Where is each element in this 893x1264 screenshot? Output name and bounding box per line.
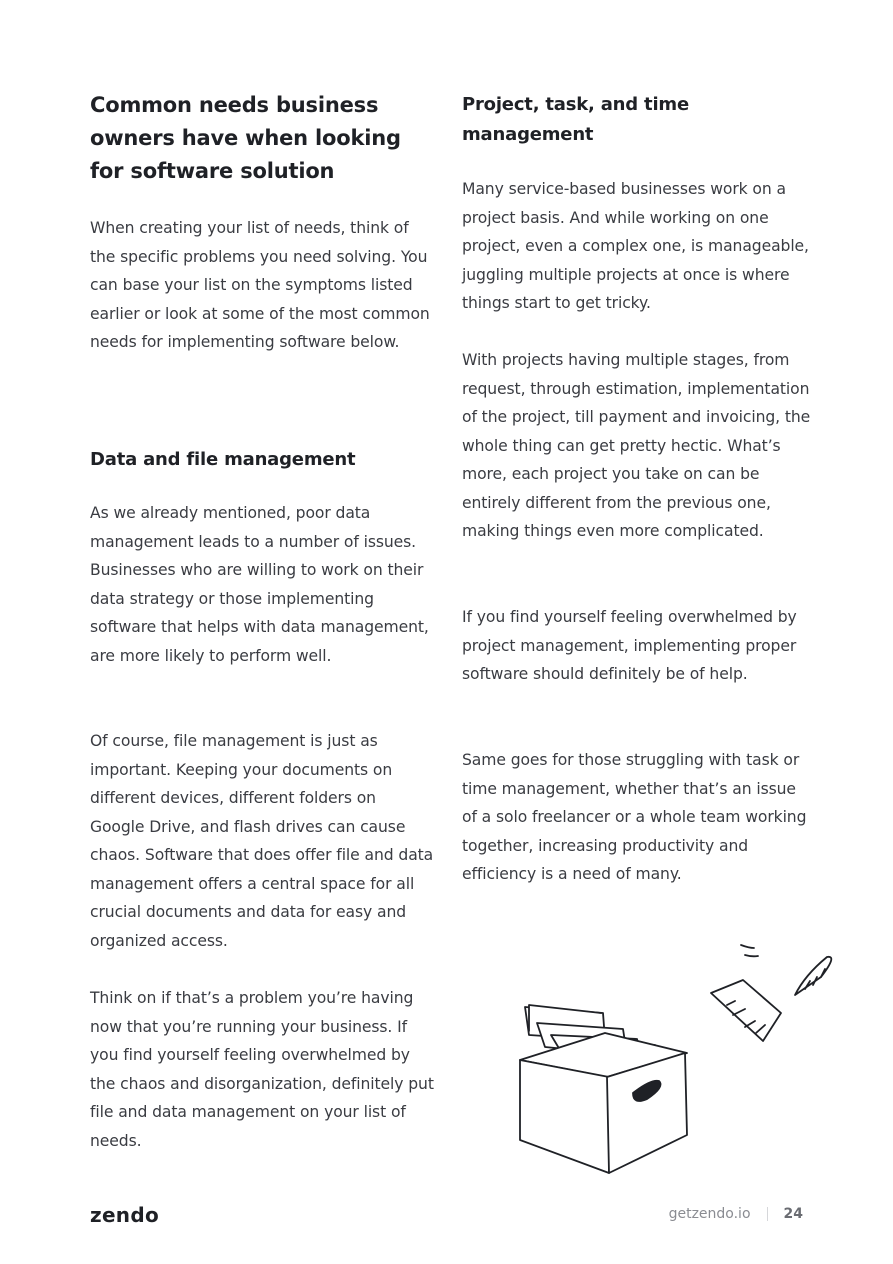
project-paragraph-1: Many service-based businesses work on a project basis. And while working on one project, even a complex one, is manageable, juggling multiple projects at once is where things start to get tricky. [462,180,809,312]
flying-paper-small-icon [795,957,831,995]
box-icon [520,1033,687,1173]
section-title-project: Project, task, and time management [462,94,689,145]
project-paragraph-4: Same goes for those struggling with task or time management, whether that’s an issue of a solo freelancer or a whole team working together, increasing productivity and efficiency is a need of many. [462,751,807,883]
footer-site: getzendo.io [668,1206,751,1222]
data-paragraph-3: Think on if that’s a problem you’re having now that you’re running your business. If you find yourself feeling overwhelmed by the chaos and disorganization, definitely put file and data management on your list of needs. [90,989,434,1150]
file-box-illustration-icon [505,935,845,1180]
footer-right [669,1206,803,1222]
page-title: Common needs business owners have when looking for software solution [90,93,401,183]
flying-paper-icon [711,980,781,1041]
intro-paragraph: When creating your list of needs, think of the specific problems you need solving. You can base your list on the symptoms listed earlier or look at some of the most common needs for implementing software below. [90,219,430,351]
zendo-logo: zendo [90,1203,159,1227]
data-paragraph-2: Of course, file management is just as important. Keeping your documents on different devices, different folders on Google Drive, and flash drives can cause chaos. Software that does offer file and data management offers a central space for all crucial documents and data for easy and organized access. [90,732,434,950]
section-title-data-file: Data and file management [90,449,356,470]
data-paragraph-1: As we already mentioned, poor data management leads to a number of issues. Businesses who are willing to work on their data strategy or those implementing software that helps with data management, are more likely to perform well. [90,504,429,665]
page-number: 24 [783,1206,803,1222]
project-paragraph-3: If you find yourself feeling overwhelmed by project management, implementing proper software should definitely be of help. [462,608,797,683]
project-paragraph-2: With projects having multiple stages, from request, through estimation, implementation of the project, till payment and invoicing, the whole thing can get pretty hectic. What’s more, each project you take on can be entirely different from the previous one, making things even more complicated. [462,351,811,540]
footer-divider [767,1207,768,1221]
